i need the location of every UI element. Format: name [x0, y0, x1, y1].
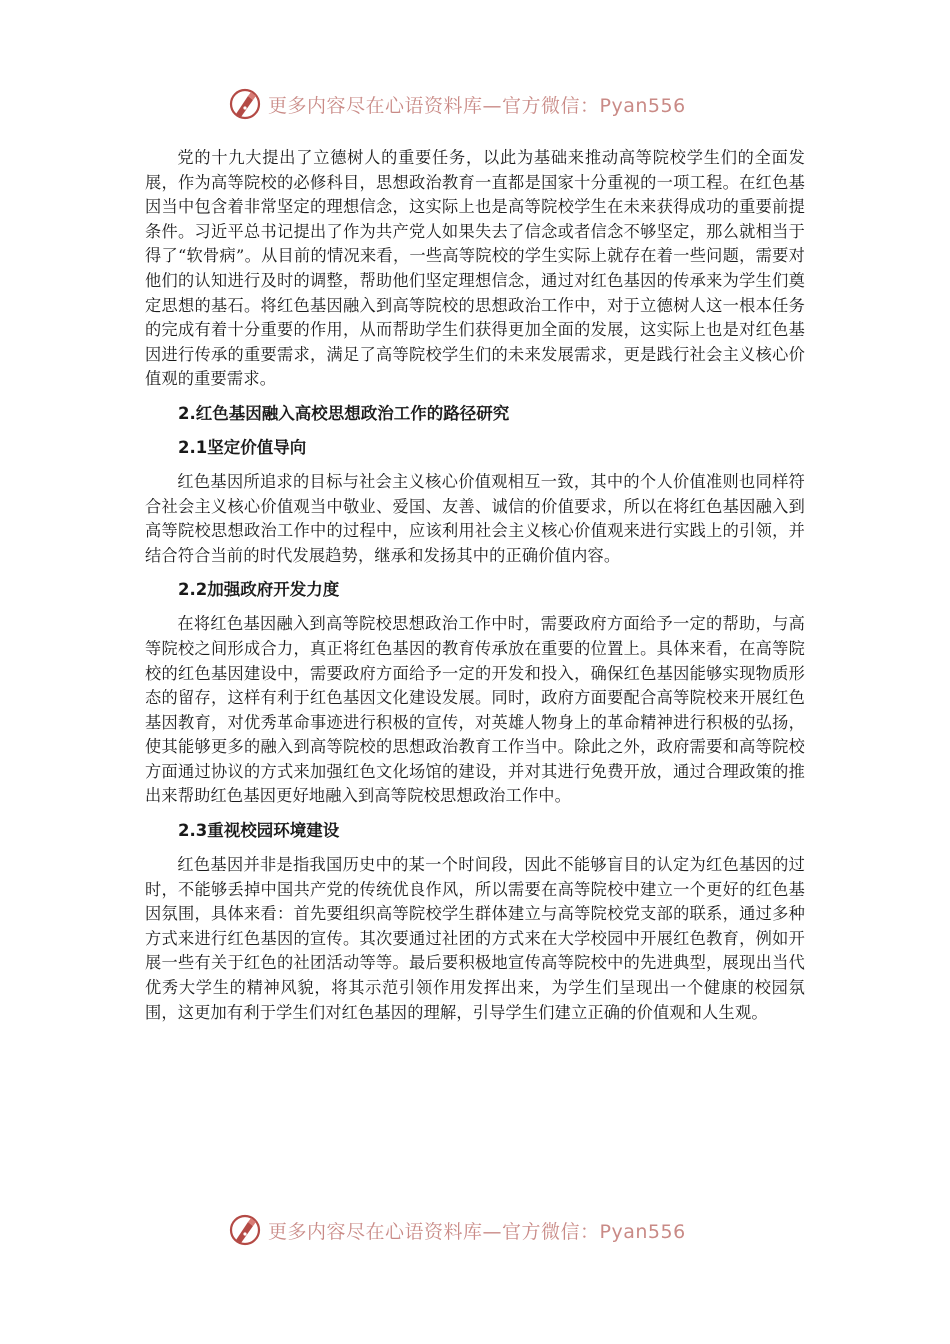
section-heading-2-1: 2.1坚定价值导向: [178, 437, 307, 457]
document-body: [145, 146, 805, 1025]
banner-text: 更多内容尽在心语资料库—官方微信：Pyan556: [268, 94, 686, 117]
paragraph-2-2: 在将红色基因融入到高等院校思想政治工作中时，需要政府方面给予一定的帮助，与高等院校之间形成合力，真正将红色基因的教育传承放在重要的位置上。具体来看，在高等院校的红色基因建设中，需要政府方面给予一定的开发和投入，确保红色基因能够实现物质形态的留存，这样有利于红色基因文化建设发展。同时，政府方面要配合高等院校来开展红色基因教育，对优秀革命事迹进行积极的宣传，对英雄人物身上的革命精神进行积极的弘扬，使其能够更多的融入到高等院校的思想政治教育工作当中。除此之外，政府需要和高等院校方面通过协议的方式来加强红色文化场馆的建设，并对其进行免费开放，通过合理政策的推出来帮助红色基因更好地融入到高等院校思想政治工作中。: [145, 614, 805, 806]
section-heading-2-3: 2.3重视校园环境建设: [178, 821, 340, 841]
paragraph-2-3: 红色基因并非是指我国历史中的某一个时间段，因此不能够盲目的认定为红色基因的过时，不能够丢掉中国共产党的传统优良作风，所以需要在高等院校中建立一个更好的红色基因氛围，具体来看：首先要组织高等院校学生群体建立与高等院校党支部的联系，通过多种方式来进行红色基因的宣传。其次要通过社团的方式来在大学校园中开展红色教育，例如开展一些有关于红色的社团活动等等。最后要积极地宣传高等院校中的先进典型，展现出当代优秀大学生的精神风貌，将其示范引领作用发挥出来，为学生们呈现出一个健康的校园氛围，这更加有利于学生们对红色基因的理解，引导学生们建立正确的价值观和人生观。: [145, 855, 805, 1022]
footer-banner: [228, 1212, 728, 1248]
header-banner: [228, 86, 728, 122]
paragraph-2-1: 红色基因所追求的目标与社会主义核心价值观相互一致，其中的个人价值准则也同样符合社会主义核心价值观当中敬业、爱国、友善、诚信的价值要求，所以在将红色基因融入到高等院校思想政治工作中的过程中，应该利用社会主义核心价值观来进行实践上的引领，并结合符合当前的时代发展趋势，继承和发扬其中的正确价值内容。: [145, 471, 805, 565]
banner-text: 更多内容尽在心语资料库—官方微信：Pyan556: [268, 1220, 686, 1243]
section-heading-2: 2.红色基因融入高校思想政治工作的路径研究: [178, 403, 510, 423]
pen-nib-circle-icon: [228, 1213, 262, 1247]
paragraph-intro: 党的十九大提出了立德树人的重要任务，以此为基础来推动高等院校学生们的全面发展，作为高等院校的必修科目，思想政治教育一直都是国家十分重视的一项工程。在红色基因当中包含着非常坚定的理想信念，这实际上也是高等院校学生在未来获得成功的重要前提条件。习近平总书记提出了作为共产党人如果失去了信念或者信念不够坚定，那么就相当于得了“软骨病”。从目前的情况来看，一些高等院校的学生实际上就存在着一些问题，需要对他们的认知进行及时的调整，帮助他们坚定理想信念，通过对红色基因的传承来为学生们奠定思想的基石。将红色基因融入到高等院校的思想政治工作中，对于立德树人这一根本任务的完成有着十分重要的作用，从而帮助学生们获得更加全面的发展，这实际上也是对红色基因进行传承的重要需求，满足了高等院校学生们的未来发展需求，更是践行社会主义核心价值观的重要需求。: [145, 148, 805, 389]
pen-nib-circle-icon: [228, 87, 262, 121]
section-heading-2-2: 2.2加强政府开发力度: [178, 580, 340, 600]
